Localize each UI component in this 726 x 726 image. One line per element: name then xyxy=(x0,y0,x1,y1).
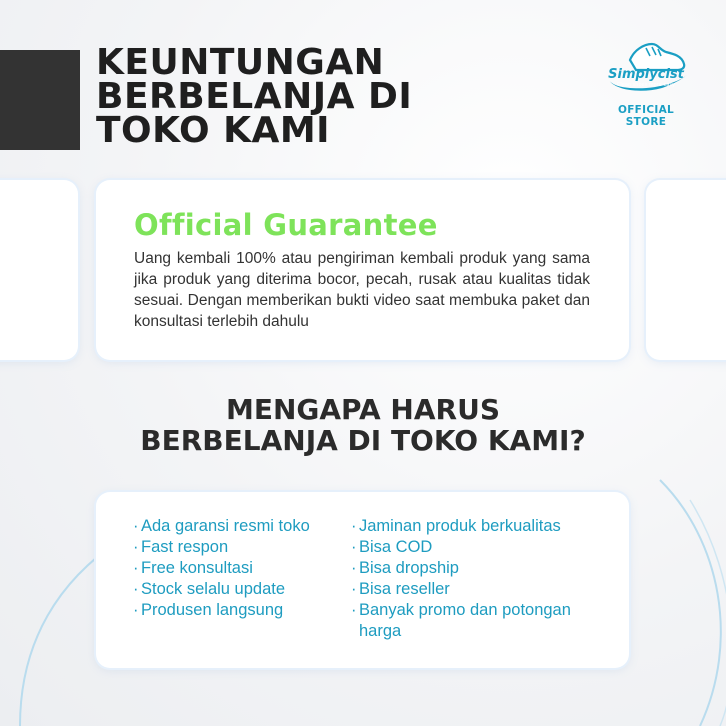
list-item xyxy=(133,600,310,621)
list-item-label: Bisa dropship xyxy=(359,559,459,577)
guarantee-text: Uang kembali 100% atau pengiriman kembali produk yang sama jika produk yang diterima bocor, pecah, rusak atau kualitas tidak sesuai. Dengan memberikan bukti video saat membuka paket dan konsultasi terlebih dahulu xyxy=(134,250,590,330)
brand-tagline: Clean shoes more easy xyxy=(616,82,676,88)
page-title-line: KEUNTUNGAN xyxy=(96,42,385,83)
bullet: · xyxy=(133,601,139,619)
benefits-list-right xyxy=(351,516,611,642)
bullet: · xyxy=(351,538,357,556)
why-title-line: MENGAPA HARUS xyxy=(225,393,500,426)
guarantee-title: Official Guarantee xyxy=(134,208,438,242)
side-card-right xyxy=(646,180,726,360)
bullet: · xyxy=(133,517,139,535)
list-item xyxy=(351,558,611,579)
list-item-label: Fast respon xyxy=(141,538,229,556)
list-item-label: Stock selalu update xyxy=(141,580,286,598)
list-item-label: Produsen langsung xyxy=(141,601,284,619)
shoe-icon xyxy=(600,38,692,98)
list-item xyxy=(351,600,611,642)
list-item xyxy=(351,516,611,537)
accent-block xyxy=(0,50,80,150)
list-item xyxy=(133,537,310,558)
benefits-list-left xyxy=(133,516,310,621)
guarantee-card xyxy=(96,180,629,360)
why-title xyxy=(0,394,726,456)
list-item xyxy=(351,579,611,600)
brand-name: Simplycist xyxy=(608,67,684,82)
why-title-line: BERBELANJA DI TOKO KAMI? xyxy=(140,424,586,457)
list-item-label: Banyak promo dan potongan harga xyxy=(359,601,571,640)
list-item-label: Bisa COD xyxy=(359,538,433,556)
bullet: · xyxy=(351,601,357,619)
bullet: · xyxy=(351,580,357,598)
list-item xyxy=(133,558,310,579)
bullet: · xyxy=(133,559,139,577)
list-item-label: Ada garansi resmi toko xyxy=(141,517,310,535)
bullet: · xyxy=(351,517,357,535)
bullet: · xyxy=(133,538,139,556)
store-label: OFFICIAL STORE xyxy=(617,104,674,128)
bullet: · xyxy=(133,580,139,598)
list-item-label: Jaminan produk berkualitas xyxy=(359,517,561,535)
page-title xyxy=(96,42,413,151)
page-title-line: BERBELANJA DI xyxy=(96,76,413,117)
list-item-label: Free konsultasi xyxy=(141,559,253,577)
page-title-line: TOKO KAMI xyxy=(96,110,331,151)
benefits-card xyxy=(96,492,629,668)
list-item xyxy=(351,537,611,558)
list-item xyxy=(133,516,310,537)
bullet: · xyxy=(351,559,357,577)
brand-logo xyxy=(596,38,696,128)
list-item-label: Bisa reseller xyxy=(359,580,450,598)
side-card-left xyxy=(0,180,78,360)
list-item xyxy=(133,579,310,600)
